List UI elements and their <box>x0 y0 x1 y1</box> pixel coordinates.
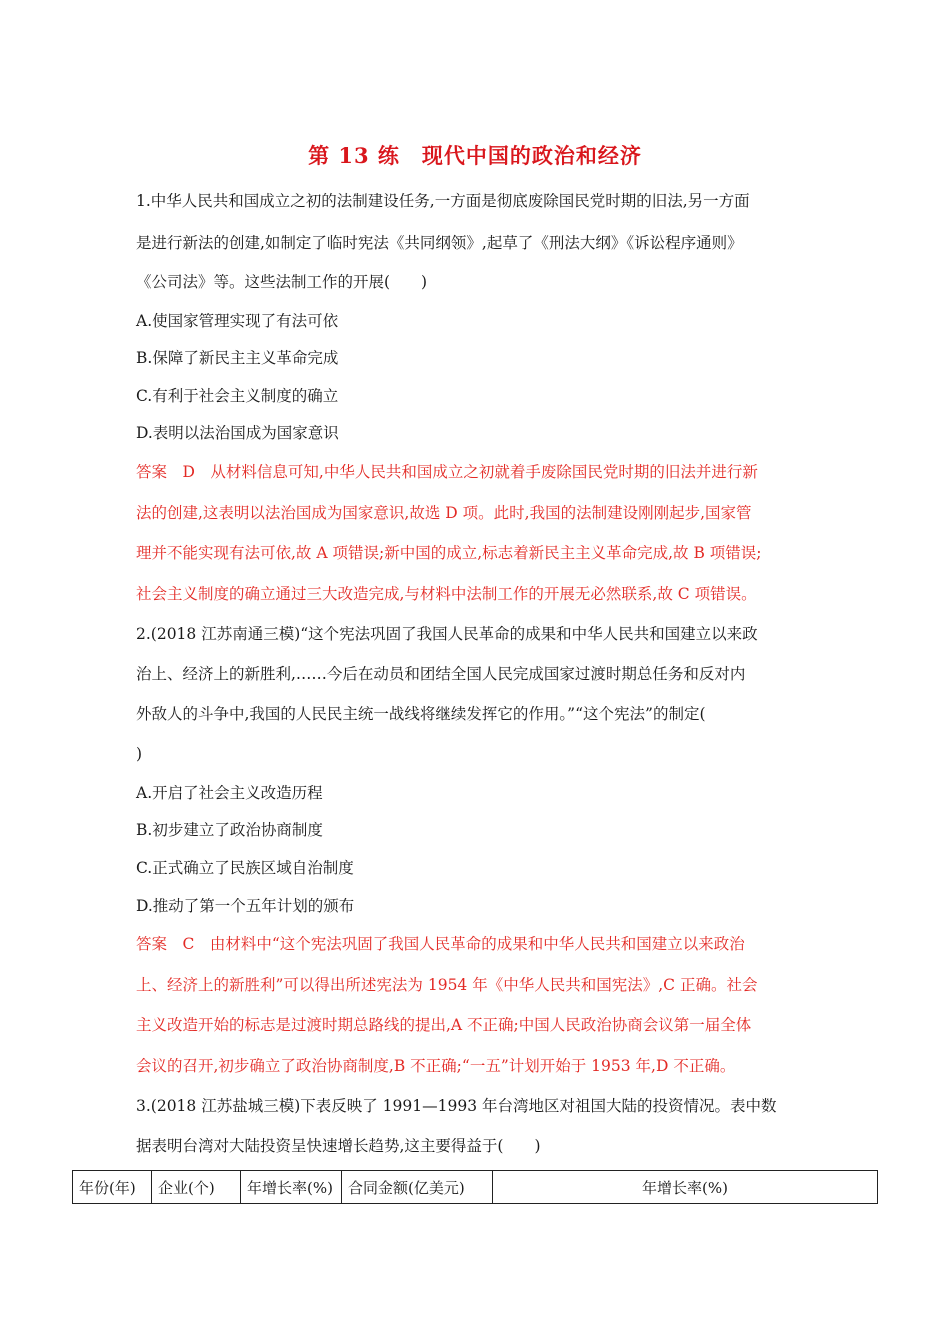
q1-option-a: A.使国家管理实现了有法可依 <box>136 312 339 330</box>
q1-answer-line: 答案 D 从材料信息可知,中华人民共和国成立之初就着手废除国民党时期的旧法并进行新 <box>136 463 758 481</box>
q2-option-b: B.初步建立了政治协商制度 <box>136 821 323 839</box>
page-title: 第 13 练 现代中国的政治和经济 <box>308 143 642 168</box>
q1-option-c: C.有利于社会主义制度的确立 <box>136 387 339 405</box>
table-header-cell: 年增长率(%) <box>493 1171 878 1204</box>
table-header-cell: 年增长率(%) <box>241 1171 342 1204</box>
q1-answer-line: 理并不能实现有法可依,故 A 项错误;新中国的成立,标志着新民主主义革命完成,故 B 项错误; <box>136 544 762 562</box>
table-header-cell: 合同金额(亿美元) <box>342 1171 493 1204</box>
q2-answer-line: 主义改造开始的标志是过渡时期总路线的提出,A 不正确;中国人民政治协商会议第一届全体 <box>136 1016 752 1034</box>
q2-answer-line: 答案 C 由材料中“这个宪法巩固了我国人民革命的成果和中华人民共和国建立以来政治 <box>136 935 745 953</box>
q2-answer-line: 上、经济上的新胜利”可以得出所述宪法为 1954 年《中华人民共和国宪法》,C 正确。社会 <box>136 976 758 994</box>
q2-stem-line: 治上、经济上的新胜利,……今后在动员和团结全国人民完成国家过渡时期总任务和反对内 <box>136 665 746 683</box>
q2-stem-line: 2.(2018 江苏南通三模)“这个宪法巩固了我国人民革命的成果和中华人民共和国建立以来政 <box>136 625 758 643</box>
q2-stem-line: 外敌人的斗争中,我国的人民民主统一战线将继续发挥它的作用。”“这个宪法”的制定( <box>136 705 706 723</box>
q1-stem-line: 《公司法》等。这些法制工作的开展( ) <box>136 273 428 291</box>
table-header-row <box>73 1171 878 1204</box>
q3-stem-line: 据表明台湾对大陆投资呈快速增长趋势,这主要得益于( ) <box>136 1137 541 1155</box>
q2-option-d: D.推动了第一个五年计划的颁布 <box>136 897 355 915</box>
q1-stem-line: 是进行新法的创建,如制定了临时宪法《共同纲领》,起草了《刑法大纲》《诉讼程序通则》 <box>136 234 743 252</box>
table-header-cell: 企业(个) <box>152 1171 241 1204</box>
q2-answer-line: 会议的召开,初步确立了政治协商制度,B 不正确;“一五”计划开始于 1953 年,D 不正确。 <box>136 1057 736 1075</box>
investment-table <box>72 1170 878 1204</box>
q2-stem-line: ) <box>136 745 143 763</box>
q2-option-c: C.正式确立了民族区域自治制度 <box>136 859 354 877</box>
q2-option-a: A.开启了社会主义改造历程 <box>136 784 323 802</box>
q1-answer-line: 社会主义制度的确立通过三大改造完成,与材料中法制工作的开展无必然联系,故 C 项错误。 <box>136 585 757 603</box>
q1-option-d: D.表明以法治国成为国家意识 <box>136 424 339 442</box>
q1-option-b: B.保障了新民主主义革命完成 <box>136 349 339 367</box>
q3-stem-line: 3.(2018 江苏盐城三模)下表反映了 1991—1993 年台湾地区对祖国大陆的投资情况。表中数 <box>136 1097 777 1115</box>
q1-stem-line: 1.中华人民共和国成立之初的法制建设任务,一方面是彻底废除国民党时期的旧法,另一方面 <box>136 192 750 210</box>
table-header-cell: 年份(年) <box>73 1171 152 1204</box>
q1-answer-line: 法的创建,这表明以法治国成为国家意识,故选 D 项。此时,我国的法制建设刚刚起步,国家管 <box>136 504 752 522</box>
